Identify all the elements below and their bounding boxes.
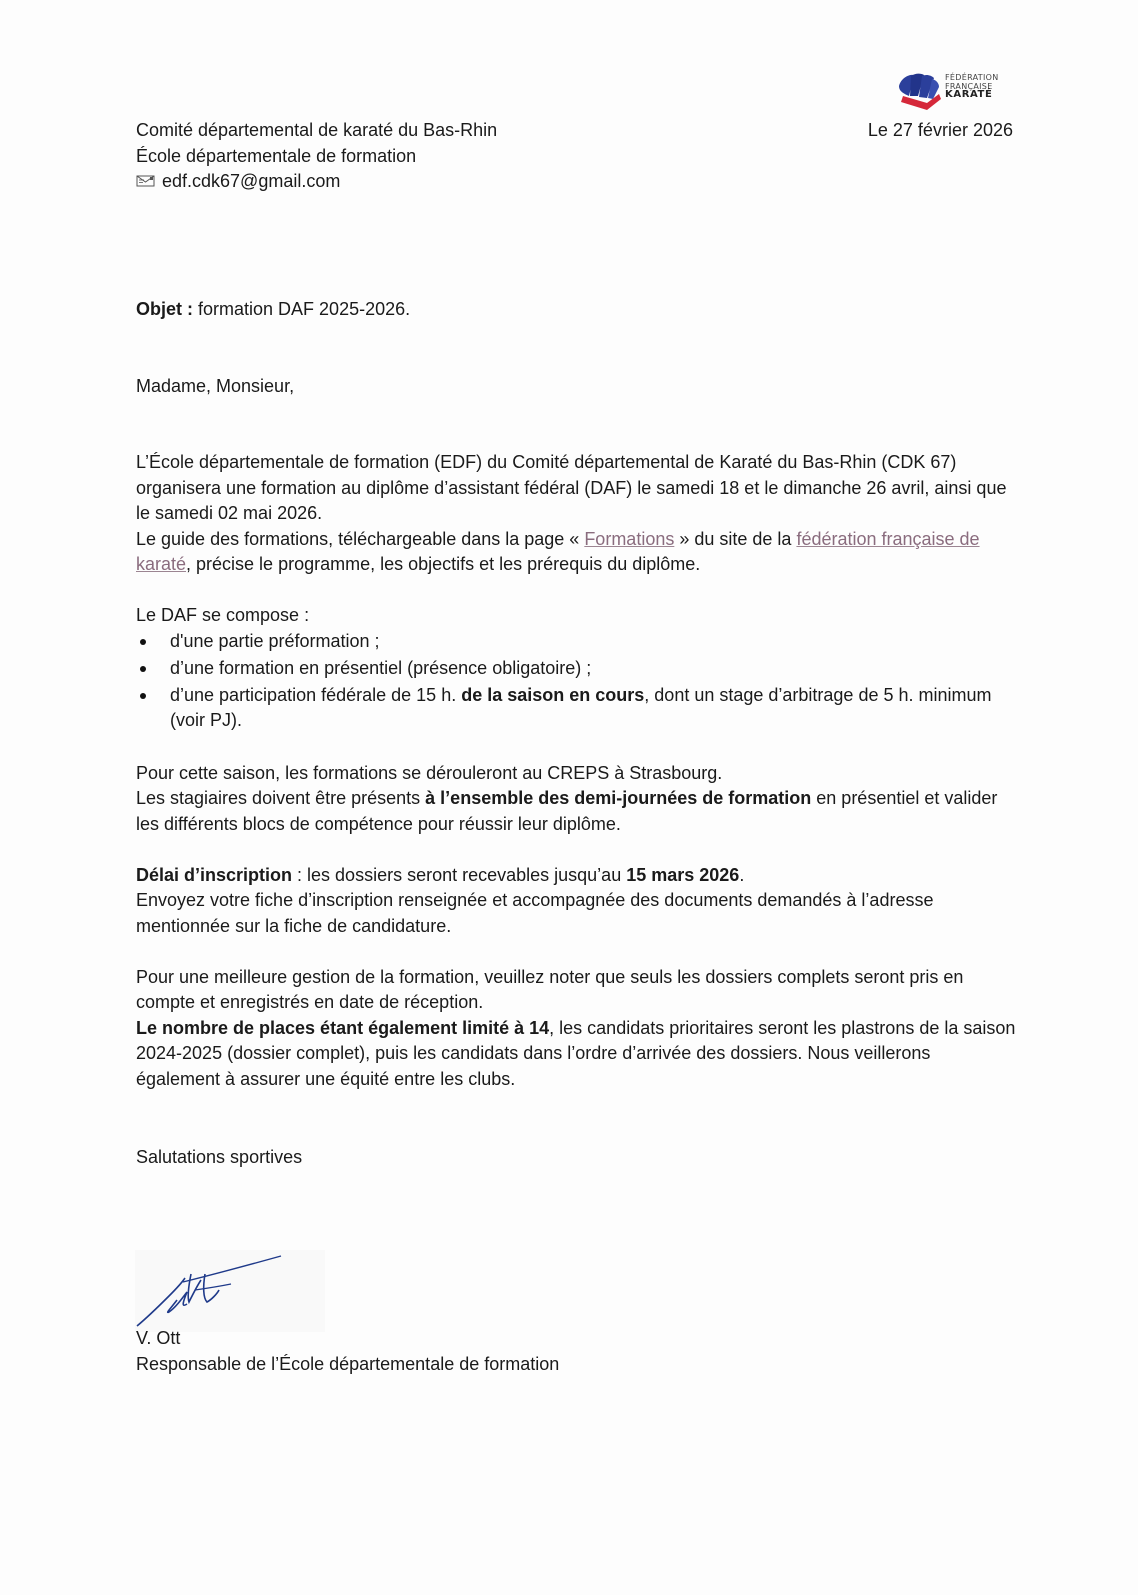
deadline-label: Délai d’inscription: [136, 864, 293, 885]
logo-line-1: FÉDÉRATION: [945, 73, 999, 82]
ffk-logo: [897, 72, 1017, 116]
formations-link[interactable]: Formations: [584, 528, 675, 549]
sender-email[interactable]: edf.cdk67@gmail.com: [162, 171, 341, 191]
sender-email-line: [136, 169, 736, 195]
list-item-text: d’une formation en présentiel (présence obligatoire) ;: [170, 657, 592, 678]
location-line-1: Pour cette saison, les formations se dérouleront au CREPS à Strasbourg.: [136, 762, 723, 783]
sender-block: [136, 118, 736, 195]
list-item-bold: de la saison en cours: [461, 684, 645, 705]
paragraph-intro: L’École départementale de formation (EDF) du Comité départemental de Karaté du Bas-Rhin (CDK 67) organisera une formation au diplôme d’assistant fédéral (DAF) le samedi 18 et le dimanche 26 avril, ainsi que le samedi 02 mai 2026.: [136, 452, 1007, 523]
management-line-1: Pour une meilleure gestion de la formation, veuillez noter que seuls les dossiers complets seront pris en compte et enregistrés en date de réception.: [136, 966, 964, 1012]
deadline-text-pre: : les dossiers seront recevables jusqu’au: [292, 864, 627, 885]
ffk-logo-icon: [897, 72, 943, 112]
closing: Salutations sportives: [136, 1147, 303, 1167]
list-item: [136, 683, 1016, 734]
composition-list: [136, 629, 1016, 734]
guide-text-post: , précise le programme, les objectifs et les prérequis du diplôme.: [186, 554, 701, 574]
management-text-post: , les candidats prioritaires seront les plastrons de la saison 2024-2025 (dossier complet), puis les candidats dans l’ordre d’arrivée des dossiers. Nous veillerons également à assurer une équité entre les clubs.: [136, 1017, 1016, 1089]
subject-text: formation DAF 2025-2026.: [198, 299, 411, 319]
logo-line-2: FRANÇAISE: [945, 81, 993, 91]
location-text-bold: à l’ensemble des demi-journées de formation: [425, 788, 812, 808]
list-item-text: d’une participation fédérale de 15 h.: [170, 684, 462, 705]
sender-school: École départementale de formation: [136, 145, 417, 166]
signer-name: V. Ott: [136, 1328, 181, 1348]
signer-block: [136, 1326, 559, 1377]
deadline-text-post: .: [739, 864, 745, 885]
list-item-text: d'une partie préformation ;: [170, 630, 380, 651]
deadline-line-1: [136, 863, 1016, 889]
guide-text-mid: » du site de la: [674, 528, 797, 549]
location-text-post: en présentiel et valider les différents blocs de compétence pour réussir leur diplôme.: [136, 788, 998, 834]
sender-org: Comité départemental de karaté du Bas-Rhin: [136, 120, 498, 140]
list-item: [136, 656, 1016, 682]
guide-text-pre: Le guide des formations, téléchargeable dans la page «: [136, 528, 585, 549]
signer-title: Responsable de l’École départementale de formation: [136, 1353, 560, 1374]
deadline-date: 15 mars 2026: [626, 864, 740, 885]
management-text-bold: Le nombre de places étant également limité à 14: [136, 1017, 550, 1038]
letter-body: [136, 450, 1016, 1092]
location-text-pre: Les stagiaires doivent être présents: [136, 788, 426, 808]
handwritten-signature: [135, 1250, 325, 1332]
subject-label: Objet :: [136, 299, 193, 319]
subject-line: [136, 297, 410, 323]
ffk-link[interactable]: fédération française de karaté: [136, 528, 980, 574]
list-item-text: , dont un stage d’arbitrage de 5 h. minimum (voir PJ).: [170, 684, 992, 730]
ffk-logo-text: [945, 74, 998, 100]
location-line-2: [136, 786, 1016, 837]
greeting: Madame, Monsieur,: [136, 376, 295, 396]
envelope-icon: [136, 174, 156, 188]
deadline-line-2: Envoyez votre fiche d’inscription renseignée et accompagnée des documents demandés à l’adresse mentionnée sur la fiche de candidature.: [136, 890, 934, 936]
management-line-2: [136, 1016, 1016, 1093]
list-item: [136, 629, 1016, 655]
composition-intro: Le DAF se compose :: [136, 605, 310, 625]
logo-line-3: KARATÉ: [945, 89, 993, 100]
paragraph-guide: [136, 527, 1016, 578]
letter-date: Le 27 février 2026: [867, 120, 1013, 140]
